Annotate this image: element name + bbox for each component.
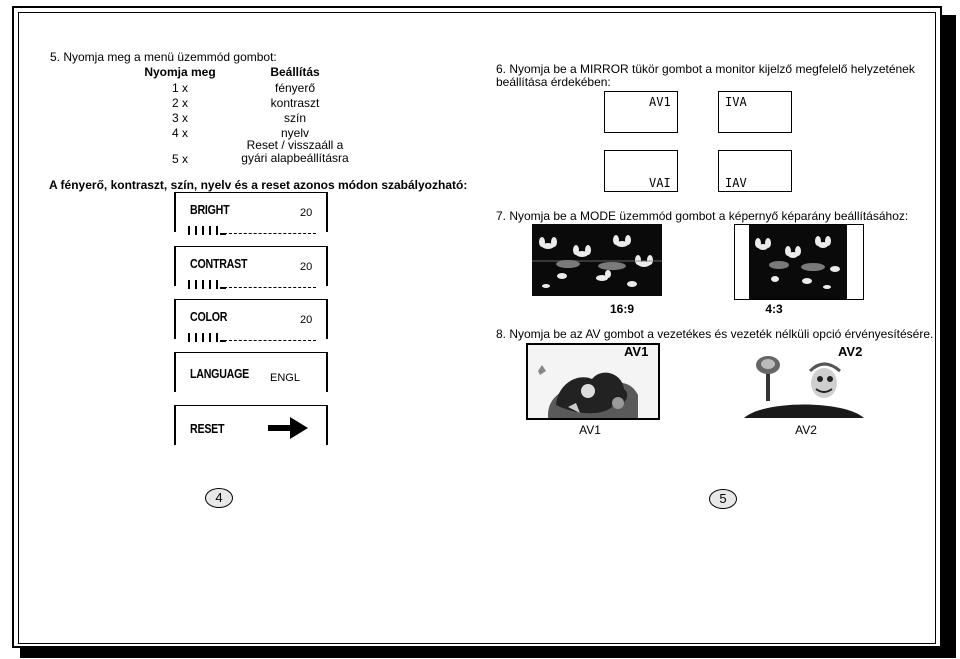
- menu-label: RESET: [190, 421, 225, 436]
- level-bar: [188, 226, 318, 235]
- av-caption-1: AV1: [579, 423, 601, 437]
- table-cell-press: 1 x: [171, 81, 188, 95]
- image-16-9: [532, 224, 662, 296]
- menu-label: LANGUAGE: [190, 366, 250, 381]
- page-number-right: 5: [709, 489, 737, 509]
- mirror-normal: [604, 91, 678, 133]
- av-badge: AV1: [624, 344, 649, 359]
- menu-screen-bright: [174, 192, 328, 232]
- av-caption-2: AV2: [795, 423, 817, 437]
- step8-text: 8. Nyomja be az AV gombot a vezetékes és vezeték nélküli opció érvényesítésére.: [496, 327, 934, 341]
- step7-text: 7. Nyomja be a MODE üzemmód gombot a képernyő képarány beállításához:: [496, 209, 909, 223]
- table-cell-press: 5 x: [171, 152, 188, 166]
- menu-value: 20: [300, 314, 313, 326]
- table-cell-press: 2 x: [171, 96, 188, 110]
- menu-screen-contrast: [174, 246, 328, 286]
- mirror-vertical: [604, 150, 678, 192]
- table-header-press: Nyomja meg: [144, 65, 216, 79]
- mirror-horizontal: [718, 91, 792, 133]
- table-cell-setting: fényerő: [274, 81, 316, 95]
- menu-value: ENGL: [270, 372, 300, 384]
- menu-value: 20: [300, 207, 313, 219]
- level-bar: [188, 280, 318, 289]
- adjust-note: A fényerő, kontraszt, szín, nyelv és a reset azonos módon szabályozható:: [49, 178, 468, 192]
- menu-label: CONTRAST: [190, 256, 248, 271]
- menu-label: BRIGHT: [190, 202, 230, 217]
- image-av2: [742, 343, 866, 420]
- step6-line2: beállítása érdekében:: [496, 75, 611, 89]
- table-header-setting: Beállítás: [270, 65, 320, 79]
- image-av1: [526, 343, 660, 420]
- mirror-label: IAV: [725, 176, 747, 190]
- step6-line1: 6. Nyomja be a MIRROR tükör gombot a monitor kijelző megfelelő helyzetének: [496, 62, 915, 76]
- mirror-both: [718, 150, 792, 192]
- table-cell-setting: Reset / visszaáll a: [246, 138, 344, 152]
- menu-screen-reset: [174, 405, 328, 445]
- table-cell-setting: szín: [283, 111, 306, 125]
- table-cell-setting: kontraszt: [270, 96, 320, 110]
- menu-label: COLOR: [190, 309, 228, 324]
- av-badge: AV2: [838, 344, 863, 359]
- table-cell-press: 4 x: [171, 126, 188, 140]
- mirror-label: IVA: [725, 95, 747, 109]
- mirror-label: AV1: [649, 95, 671, 109]
- page-number-left: 4: [205, 488, 233, 508]
- step5-title: 5. Nyomja meg a menü üzemmód gombot:: [50, 50, 277, 64]
- table-cell-setting: gyári alapbeállításra: [241, 151, 349, 165]
- mirror-label: VAI: [649, 176, 671, 190]
- ratio-label-4-3: 4:3: [765, 302, 783, 316]
- level-bar: [188, 333, 318, 342]
- arrow-right-icon: [268, 417, 308, 439]
- menu-screen-color: [174, 299, 328, 339]
- menu-value: 20: [300, 261, 313, 273]
- image-4-3: [734, 224, 864, 300]
- ratio-label-16-9: 16:9: [609, 302, 635, 316]
- table-cell-setting: nyelv: [280, 126, 309, 140]
- menu-screen-language: [174, 352, 328, 392]
- table-cell-press: 3 x: [171, 111, 188, 125]
